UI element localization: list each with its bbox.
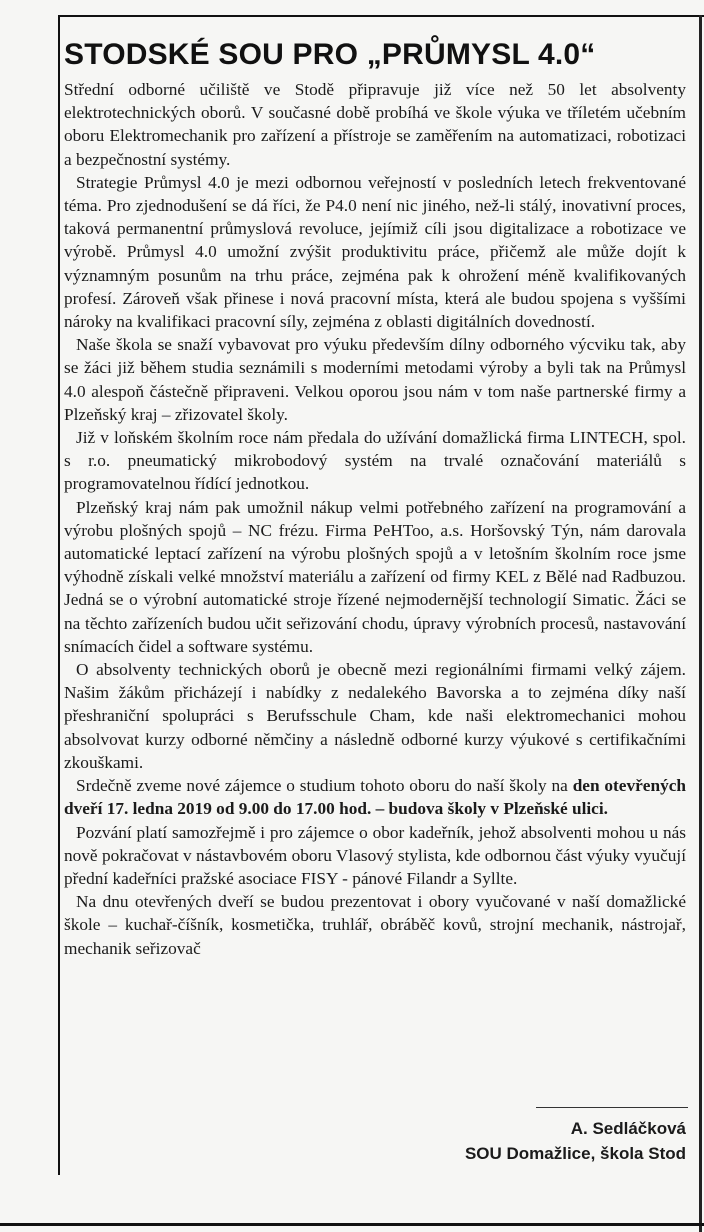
signature-rule	[536, 1107, 688, 1108]
paragraph-intro: Střední odborné učiliště ve Stodě připravuje již více než 50 let absolventy elektrotechnických oborů. V současné době probíhá ve škole výuka ve tříletém učebním oboru Elektromechanik pro zařízení a přístroje se zaměřením na automatizaci, robotizaci a bezpečnostní systémy.	[64, 80, 686, 169]
paragraph-other-programs: Na dnu otevřených dveří se budou prezentovat i obory vyučované v naší domažlické škole – kuchař-číšník, kosmetička, truhlář, obráběč kovů, strojní mechanik, nástrojař, mechanik seřizovač	[64, 892, 686, 958]
article-title: STODSKÉ SOU PRO „PRŮMYSL 4.0“	[64, 38, 596, 71]
paragraph-lintech: Již v loňském školním roce nám předala do užívání domažlická firma LINTECH, spol. s r.o. pneumatický mikrobodový systém na trvalé označování materiálů s programovatelnou řídící jednotkou.	[64, 428, 686, 494]
paragraph-hairdresser: Pozvání platí samozřejmě i pro zájemce o obor kadeřník, jehož absolventi mohou u nás nově pokračovat v nástavbovém oboru Vlasový stylista, kde odbornou část výuky vyučují přední kadeřníci pražské asociace FISY - pánové Filandr a Syllte.	[64, 822, 686, 888]
invitation-lead: Srdečně zveme nové zájemce o studium tohoto oboru do naší školy na	[76, 776, 573, 796]
open-day-highlight: den otevřených dveří 17. ledna 2019 od 9.00 do 17.00 hod. – budova školy v Plzeňské ulici.	[64, 776, 686, 819]
paragraph-graduates: O absolventy technických oborů je obecně mezi regionálními firmami velký zájem. Našim žákům přicházejí i nabídky z nedalekého Bavorska a to zejména díky naší přeshraniční spolupráci s Berufsschule Cham, kde naši elektromechanici mohou absolvovat kurzy odborné němčiny a následně odborné kurzy výukové s certifikačními zkouškami.	[64, 660, 686, 772]
frame-right-rule	[699, 15, 702, 1232]
paragraph-equipment: Plzeňský kraj nám pak umožnil nákup velmi potřebného zařízení na programování a výrobu plošných spojů – NC frézu. Firma PeHToo, a.s. Horšovský Týn, nám darovala automatické leptací zařízení na výrobu plošných spojů a v letošním školním roce jsme výhodně získali velké množství materiálu a zařízení od firmy KEL z Bělé nad Radbuzou. Jedná se o výrobní automatické stroje řízené nejmodernější technologií Simatic. Žáci se na těchto zařízeních budou učit seřizování chodu, úpravy výrobních procesů, nastavování snímacích čidel a software systému.	[64, 497, 686, 656]
signature-organization: SOU Domažlice, škola Stod	[464, 1144, 686, 1163]
article	[64, 38, 686, 960]
frame-top-rule	[58, 15, 704, 17]
paragraph-workshops: Naše škola se snaží vybavovat pro výuku především dílny odborného výcviku tak, aby se žáci již během studia seznámili s moderními metodami výroby a byli tak na Průmysl 4.0 alespoň částečně připraveni. Velkou oporou jsou nám v tom naše partnerské firmy a Plzeňský kraj – zřizovatel školy.	[64, 335, 686, 424]
paragraph-strategy: Strategie Průmysl 4.0 je mezi odbornou veřejností v posledních letech frekventované téma. Pro zjednodušení se dá říci, že P4.0 není nic jiného, než-li stálý, inovativní proces, taková permanentní průmyslová revoluce, jejímiž cíli jsou digitalizace a robotizace ve výrobě. Průmysl 4.0 umožní zvýšit produktivitu práce, přičemž ale může dojít k významným posunům na trhu práce, zejména pak k ohrožení méně kvalifikovaných profesí. Zároveň však přinese i nová pracovní místa, která ale budou spojena s vyššími nároky na kvalifikaci pracovní síly, zejména z oblasti digitálních dovedností.	[64, 172, 686, 332]
frame-left-rule	[58, 15, 60, 1175]
frame-bottom-rule	[0, 1223, 704, 1226]
signature-block	[465, 1116, 686, 1166]
paragraph-invitation	[64, 774, 686, 820]
signature-author: A. Sedláčková	[570, 1119, 686, 1138]
